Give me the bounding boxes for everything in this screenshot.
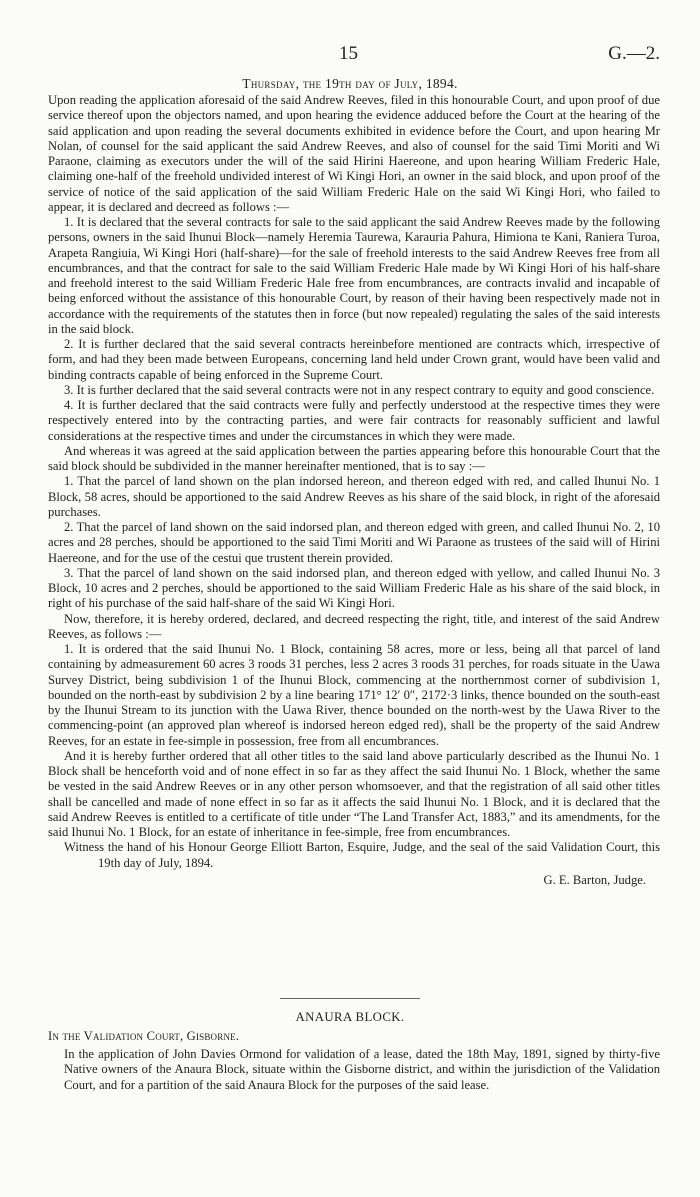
subdivision-paragraph-3: 3. That the parcel of land shown on the said indorsed plan, and thereon edged with yellow, and called Ihunui No. 3 Block, 10 acres and 2 perches, should be apportioned to the said William Frederic Hale as his share of the said block, in right of his purchase of the said half-share of the said Wi Kingi Hori. [48, 565, 660, 611]
declaration-paragraph-1: 1. It is declared that the several contracts for sale to the said applicant the said Andrew Reeves made by the following persons, owners in the said Ihunui Block—namely Heremia Taurewa, Karauria Pahura, Himiona te Kani, Raniera Turoa, Arapeta Rangiuia, Wi Kingi Hori (half-share)—for the sale of freehold interests to the said Andrew Reeves free from all encumbrances, and that the contract for sale to the said William Frederic Hale made by Wi Kingi Hori of his half-share and freehold interest to the said William Frederic Hale free from encumbrances, are contracts invalid and incapable of being enforced without the assistance of this honourable Court, by reason of their having been respectively made not in accordance with the requirements of the statutes then in force (but now repealed) regulating the sales of the said interests in the said block. [48, 215, 660, 336]
declaration-paragraph-2: 2. It is further declared that the said several contracts hereinbefore mentioned are contracts which, irrespective of form, and had they been made between Europeans, concerning land held under Crown grant, would have been valid and binding contracts capable of being enforced in the Supreme Court. [48, 337, 660, 382]
witness-clause: Witness the hand of his Honour George Elliott Barton, Esquire, Judge, and the seal of the said Validation Court, this 19th day of July, 1894. [64, 840, 660, 870]
declaration-paragraph-3: 3. It is further declared that the said several contracts were not in any respect contrary to equity and good conscience. [64, 382, 655, 397]
decree-body [48, 93, 660, 888]
court-name: In the Validation Court, Gisborne. [48, 1029, 240, 1043]
section-heading-date: Thursday, the 19th day of July, 1894. [242, 76, 458, 91]
section-divider [280, 998, 420, 999]
further-order-paragraph: And it is hereby further ordered that all other titles to the said land above particularly described as the Ihunui No. 1 Block shall be henceforth void and of none effect in so far as they affect the said Ihunui No. 1 Block, whether the same be vested in the said Andrew Reeves or in any other person whomsoever, and that the registration of all said other titles shall be cancelled and made of none effect in so far as it affects the said Ihunui No. 1 Block, and it is declared that the said Andrew Reeves is entitled to a certificate of title under “The Land Transfer Act, 1883,” and its amendments, for the said Ihunui No. 1 Block, for an estate of inheritance in fee-simple, free from encumbrances. [48, 748, 660, 839]
opening-paragraph: Upon reading the application aforesaid of the said Andrew Reeves, filed in this honourable Court, and upon proof of due service thereof upon the objectors named, and upon hearing the evidence adduced before the Court at the hearing of the said application and upon reading the several documents exhibited in evidence before the Court, and upon hearing Mr Nolan, of counsel for the said applicant the said Andrew Reeves, and also of counsel for the said Timi Moriti and Wi Paraone, claiming as executors under the will of the said Hirini Haereone, and upon hearing William Frederic Hale, claiming one-half of the freehold undivided interest of Wi Kingi Hori, an owner in the said block, and upon proof of the service of notice of the said application of the said William Frederic Hale on the said Wi Kingi Hori, who failed to appear, it is declared and decreed as follows :— [48, 93, 660, 214]
subdivision-paragraph-2: 2. That the parcel of land shown on the said indorsed plan, and thereon edged with green, and called Ihunui No. 2, 10 acres and 28 perches, should be apportioned to the said Timi Moriti and Wi Paraone as trustees of the said will of Hirini Haereone, and for the use of the cestui que trustent therein provided. [48, 520, 660, 565]
page-number: 15 [339, 43, 358, 64]
order-intro-paragraph: Now, therefore, it is hereby ordered, declared, and decreed respecting the right, title, and interest of the said Andrew Reeves, as follows :— [48, 611, 660, 641]
block-heading: ANAURA BLOCK. [295, 1010, 405, 1024]
subdivision-paragraph-1: 1. That the parcel of land shown on the plan indorsed hereon, and thereon edged with red, and called Ihunui No. 1 Block, 58 acres, should be apportioned to the said Andrew Reeves as his share of the said block, in right of the aforesaid purchases. [48, 474, 660, 519]
declaration-paragraph-4: 4. It is further declared that the said contracts were fully and perfectly understood at the respective times they were respectively entered into by the contracting parties, and were fair contracts for reasonably sufficient and lawful considerations at the respective times and under the circumstances in which they were made. [48, 398, 660, 443]
document-reference: G.—2. [608, 43, 660, 64]
court-line [48, 1029, 239, 1044]
judge-signature: G. E. Barton, Judge. [543, 872, 646, 887]
application-text [48, 1047, 660, 1093]
order-paragraph-1: 1. It is ordered that the said Ihunui No. 1 Block, containing 58 acres, more or less, being all that parcel of land containing by admeasurement 60 acres 3 roods 31 perches, less 2 acres 3 roods 31 perches, for roads situate in the Uawa Survey District, being subdivision 1 of the Ihunui Block, commencing at the northernmost corner of subdivision 1, bounded on the north-east by subdivision 2 by a line bearing 171° 12′ 0″, 2172·3 links, thence bounded on the south-east by the Ihunui Stream to its junction with the Uawa River, thence bounded on the north-west by the Uawa River to the commencing-point (an approved plan whereof is indorsed hereon edged red), shall be the property of the said Andrew Reeves, for an estate in fee-simple in possession, free from all encumbrances. [48, 642, 660, 748]
whereas-paragraph: And whereas it was agreed at the said application between the parties appearing before this honourable Court that the said block should be subdivided in the manner hereinafter mentioned, that is to say :— [48, 443, 660, 473]
application-paragraph: In the application of John Davies Ormond for validation of a lease, dated the 18th May, 1891, signed by thirty-five Native owners of the Anaura Block, situate within the Gisborne district, and within the jurisdiction of the Validation Court, and for a partition of the said Anaura Block for the purposes of the said lease. [64, 1047, 660, 1092]
